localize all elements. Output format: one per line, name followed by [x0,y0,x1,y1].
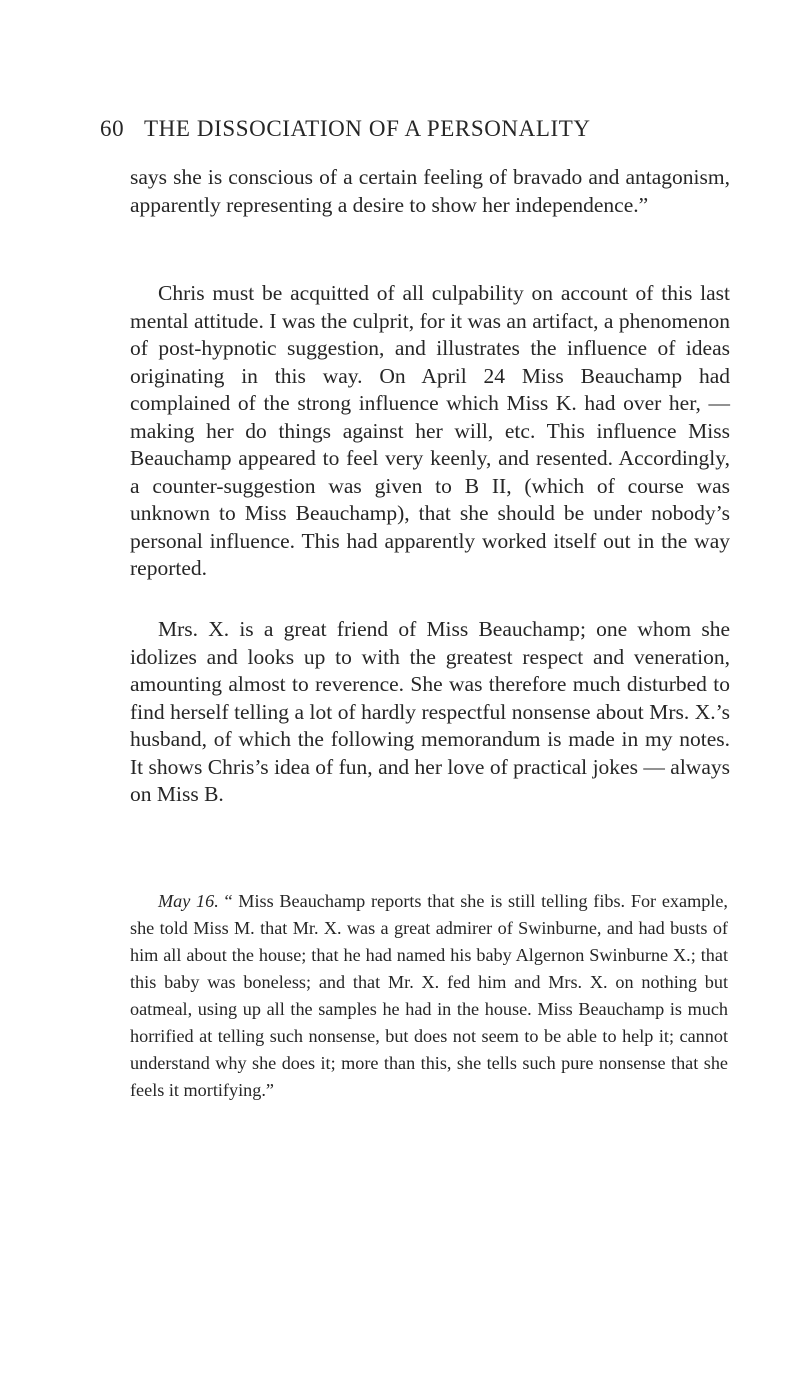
paragraph-2: Chris must be acquitted of all culpability on account of this last mental attitude. I was the culprit, for it was an artifact, a phenomenon of post-hypnotic suggestion, and illustrates the influence of ideas originating in this way. On April 24 Miss Beauchamp had complained of the strong influence which Miss K. had over her, — making her do things against her will, etc. This influence Miss Beauchamp appeared to feel very keenly, and resented. Accordingly, a counter-suggestion was given to B II, (which of course was unknown to Miss Beauchamp), that she should be under nobody’s personal influence. This had apparently worked itself out in the way reported. [130,281,730,580]
page-number: 60 [100,116,125,141]
page-header [100,116,720,150]
paragraph-1-block [130,164,730,245]
memorandum [130,888,728,1104]
paragraph-3-block [130,616,730,835]
paragraph-2-block [130,280,730,609]
running-head: THE DISSOCIATION OF A PERSONALITY [144,116,591,141]
memorandum-date: May 16. [158,891,219,911]
memorandum-block [130,888,728,1104]
paragraph-3: Mrs. X. is a great friend of Miss Beauchamp; one whom she idolizes and looks up to with the greatest respect and veneration, amounting almost to reverence. She was therefore much disturbed to find herself telling a lot of hardly respectful nonsense about Mrs. X.’s husband, of which the following memorandum is made in my notes. It shows Chris’s idea of fun, and her love of practical jokes — always on Miss B. [130,617,730,806]
paragraph-1: says she is conscious of a certain feeling of bravado and antagonism, apparently representing a desire to show her independence.” [130,165,730,217]
memorandum-text: “ Miss Beauchamp reports that she is still telling fibs. For example, she told Miss M. that Mr. X. was a great admirer of Swinburne, and had busts of him all about the house; that he had named his baby Algernon Swinburne X.; that this baby was boneless; and that Mr. X. fed him and Mrs. X. on nothing but oatmeal, using up all the samples he had in the house. Miss Beauchamp is much horrified at telling such nonsense, but does not seem to be able to help it; cannot understand why she does it; more than this, she tells such pure nonsense that she feels it mortifying.” [130,891,728,1100]
